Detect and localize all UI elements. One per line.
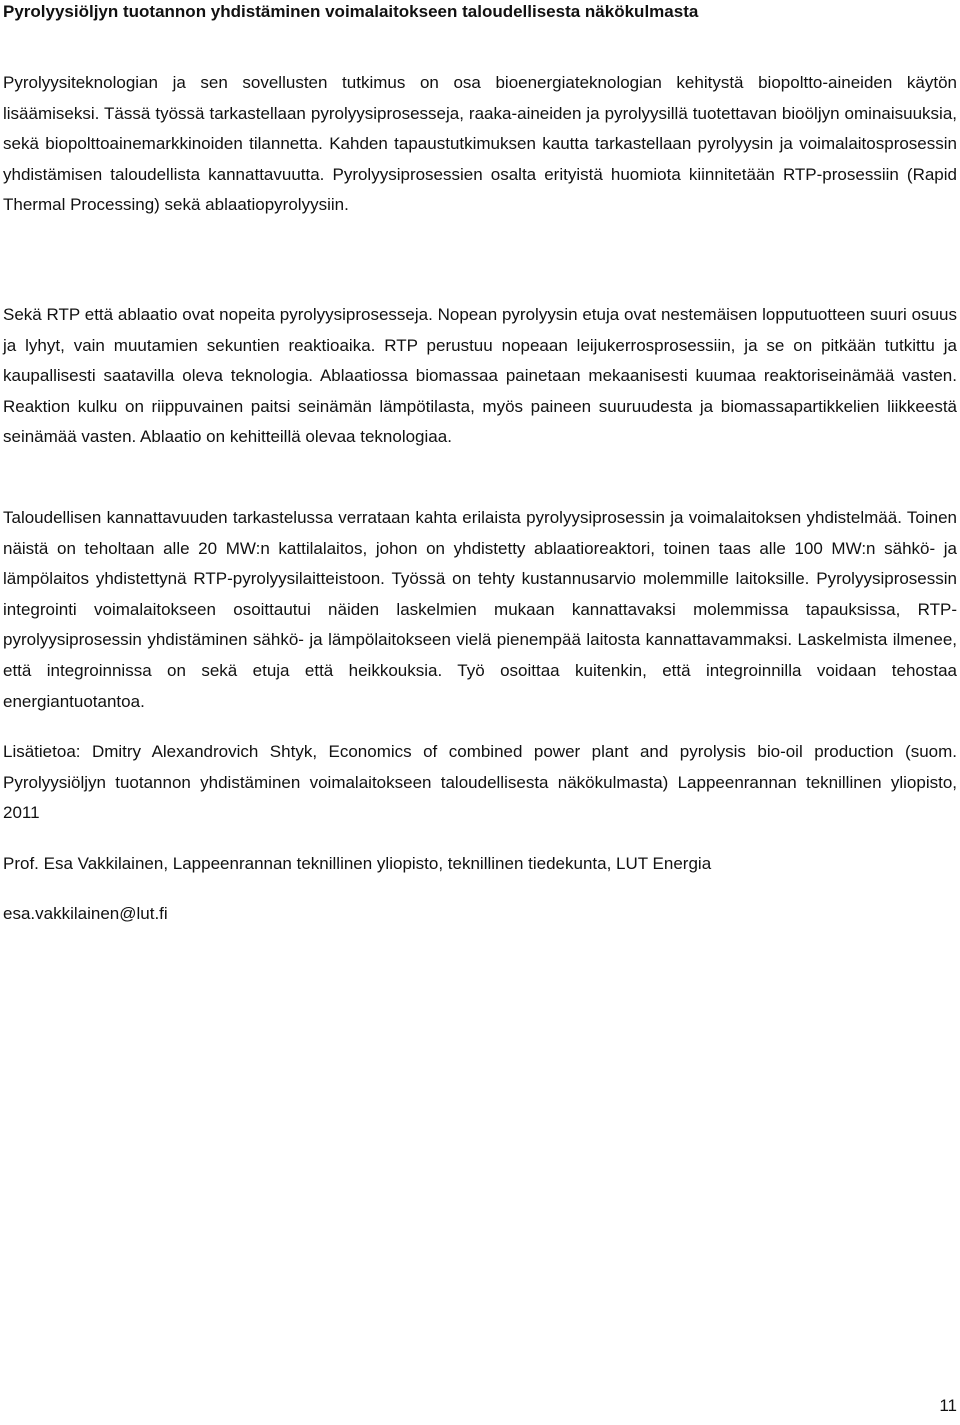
paragraph-introduction: Pyrolyysiteknologian ja sen sovellusten tutkimus on osa bioenergiateknologian kehitystä biopoltto-aineiden käytön lisäämiseksi. Tässä työssä tarkastellaan pyrolyysiprosesseja, raaka-aineiden ja pyrolyysillä tuotettavan bioöljyn ominaisuuksia, sekä biopolttoainemarkkinoiden tilannetta. Kahden tapaustutkimuksen kautta tarkastellaan pyrolyysin ja voimalaitosprosessin yhdistämisen taloudellista kannattavuutta. Pyrolyysiprosessien osalta erityistä huomiota kiinnitetään RTP-prosessiin (Rapid Thermal Processing) sekä ablaatiopyrolyysiin. [3,73,957,215]
page-title: Pyrolyysiöljyn tuotannon yhdistäminen voimalaitokseen taloudellisesta näkökulmasta [3,2,699,21]
page-number: 11 [939,1396,957,1415]
paragraph-further-information: Lisätietoa: Dmitry Alexandrovich Shtyk, Economics of combined power plant and pyrolysis bio-oil production (suom. Pyrolyysiöljyn tuotannon yhdistäminen voimalaitokseen taloudellisesta näkökulmasta) Lappeenrannan teknillinen yliopisto, 2011 [3,742,957,823]
contact-email: esa.vakkilainen@lut.fi [3,904,168,923]
paragraph-economic-analysis: Taloudellisen kannattavuuden tarkastelussa verrataan kahta erilaista pyrolyysiprosessin ja voimalaitoksen yhdistelmää. Toinen näistä on teholtaan alle 20 MW:n kattilalaitos, johon on yhdistetty ablaatioreaktori, toinen taas alle 100 MW:n sähkö- ja lämpölaitos yhdistettynä RTP-pyrolyysilaitteistoon. Työssä on tehty kustannusarvio molemmille laitoksille. Pyrolyysiprosessin integrointi voimalaitokseen osoittautui näiden laskelmien mukaan kannattavaksi molemmissa tapauksissa, RTP-pyrolyysiprosessin yhdistäminen sähkö- ja lämpölaitokseen vielä pienempää laitosta kannattavammaksi. Laskelmista ilmenee, että integroinnissa on sekä etuja että heikkouksia. Työ osoittaa kuitenkin, että integroinnilla voidaan tehostaa energiantuotantoa. [3,508,957,711]
paragraph-rtp-ablation: Sekä RTP että ablaatio ovat nopeita pyrolyysiprosesseja. Nopean pyrolyysin etuja ovat nestemäisen lopputuotteen suuri osuus ja lyhyt, vain muutamien sekuntien reaktioaika. RTP perustuu nopeaan leijukerrosprosessiin, ja se on pitkään tutkittu ja kaupallisesti saatavilla oleva teknologia. Ablaatiossa biomassaa painetaan mekaanisesti kuumaa reaktoriseinämää vasten. Reaktion kulku on riippuvainen paitsi seinämän lämpötilasta, myös paineen suuruudesta ja biomassapartikkelien liikkeestä seinämää vasten. Ablaatio on kehitteillä olevaa teknologiaa. [3,305,957,447]
paragraph-contact-person: Prof. Esa Vakkilainen, Lappeenrannan teknillinen yliopisto, teknillinen tiedekunta, LUT Energia [3,854,712,873]
